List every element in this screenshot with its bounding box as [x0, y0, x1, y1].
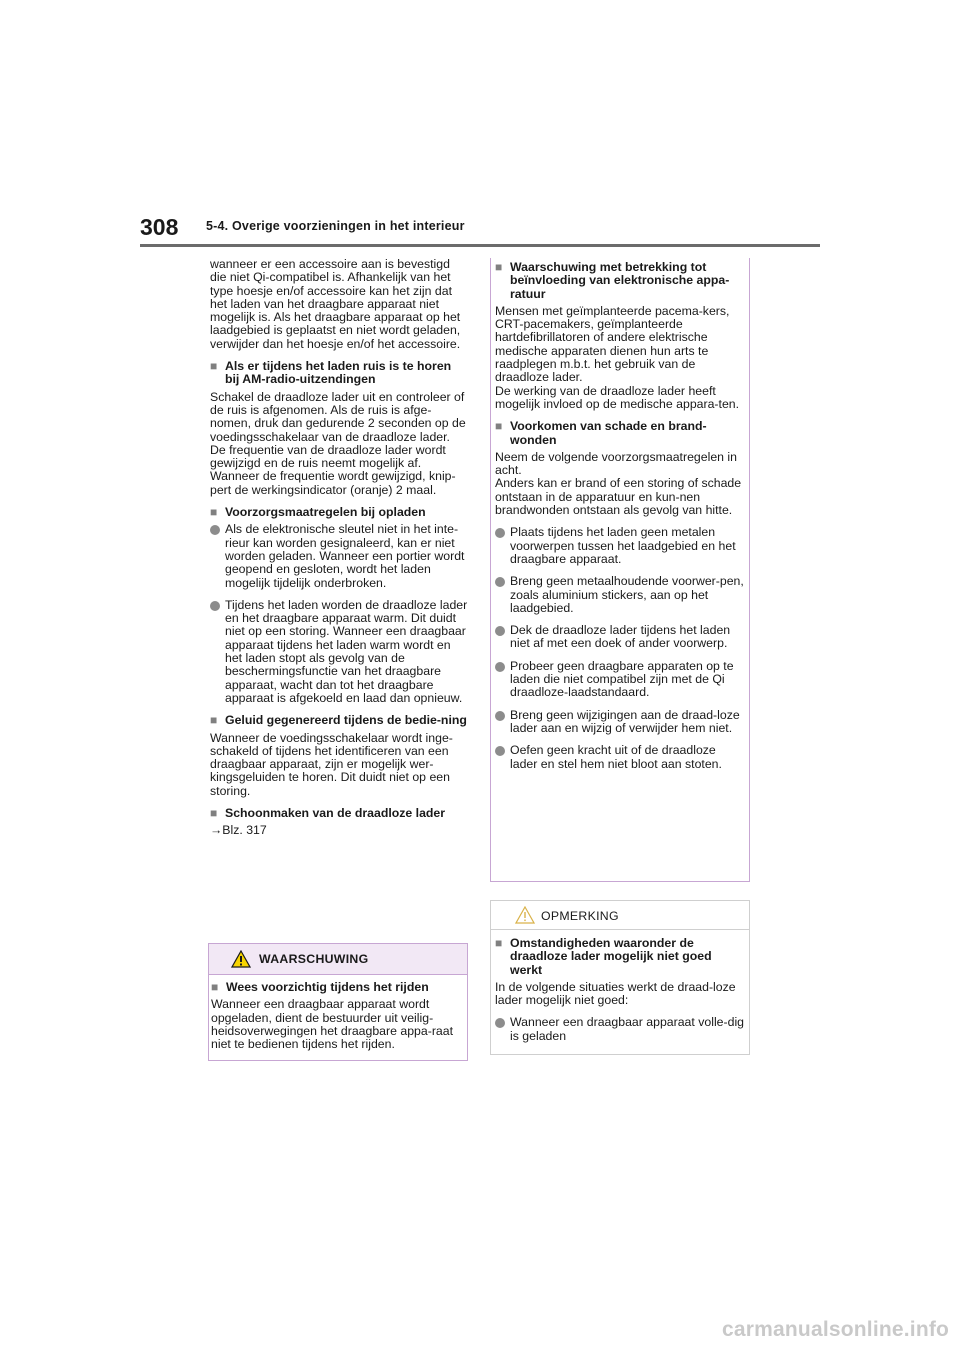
note-paragraph: In de volgende situaties werkt de draad-loze lader mogelijk niet goed:	[495, 979, 736, 1008]
list-item-text: Wanneer een draagbaar apparaat volle-dig is geladen	[510, 1015, 745, 1043]
page-reference-link[interactable]: →Blz. 317	[210, 823, 267, 838]
circle-bullet-icon	[495, 526, 510, 566]
square-bullet-icon	[210, 807, 225, 820]
square-bullet-icon	[495, 937, 510, 977]
am-radio-heading	[210, 360, 468, 387]
heading-text: Geluid gegenereerd tijdens de bedie-ning	[225, 713, 467, 728]
medical-paragraph-2: De werking van de draadloze lader heeft mogelijk invloed op de medische appara-ten.	[495, 383, 740, 411]
warning-box-continued	[490, 258, 750, 882]
heading-text: Voorzorgsmaatregelen bij opladen	[225, 505, 426, 520]
note-header	[491, 901, 749, 930]
sound-heading	[210, 714, 468, 727]
damage-paragraph-2: Anders kan er brand of een storing of schade ontstaan in de apparatuur en kun-nen brandwonden ontstaan als gevolg van hitte.	[495, 476, 742, 518]
square-bullet-icon	[495, 420, 510, 447]
page-header	[140, 214, 820, 246]
list-item	[210, 599, 468, 705]
warning-header	[209, 944, 467, 975]
clean-heading	[210, 807, 468, 820]
warning-triangle-icon	[231, 950, 251, 968]
list-item	[495, 1016, 745, 1043]
intro-paragraph: wanneer er een accessoire aan is bevestigd die niet Qi-compatibel is. Afhankelijk van het type hoesje en/of accessoire kan het zijn dat het laden van het draagbare apparaat niet mogelijk is. Als het draagbare apparaat op het laadgebied is geplaatst en niet wordt geladen, verwijder dan het hoesje en/of het accessoire.	[210, 257, 461, 351]
note-box	[490, 900, 750, 1055]
damage-heading	[495, 420, 745, 447]
list-item-text: Oefen geen kracht uit of de draadloze lader en stel hem niet bloot aan stoten.	[510, 743, 722, 771]
watermark: carmanualsonline.info	[722, 1318, 950, 1341]
left-column	[210, 258, 468, 847]
circle-bullet-icon	[495, 660, 510, 700]
list-item	[495, 744, 745, 771]
circle-bullet-icon	[495, 744, 510, 771]
circle-bullet-icon	[495, 1016, 510, 1043]
list-item	[495, 526, 745, 566]
square-bullet-icon	[210, 506, 225, 519]
circle-bullet-icon	[210, 523, 225, 589]
heading-text: Als er tijdens het laden ruis is te horen bij AM-radio-uitzendingen	[225, 359, 452, 387]
list-item-text: Dek de draadloze lader tijdens het laden niet af met een doek of ander voorwerp.	[510, 623, 731, 651]
caution-triangle-icon	[515, 906, 535, 924]
list-item	[495, 660, 745, 700]
warning-title: WAARSCHUWING	[259, 952, 369, 966]
damage-paragraph: Neem de volgende voorzorgsmaatregelen in acht.	[495, 449, 737, 478]
list-item-text: Als de elektronische sleutel niet in het inte-rieur kan worden gesignaleerd, kan er niet worden geladen. Wanneer een portier wordt geopend en gesloten, wordt het laden mogelijk tijdelijk onderbroken.	[225, 522, 465, 590]
square-bullet-icon	[210, 360, 225, 387]
heading-text: Voorkomen van schade en brand-wonden	[510, 419, 707, 447]
medical-heading	[495, 261, 745, 301]
list-item	[495, 709, 745, 736]
square-bullet-icon	[211, 981, 226, 994]
heading-text: Waarschuwing met betrekking tot beïnvloeding van elektronische appa-ratuur	[510, 260, 730, 301]
list-item-text: Probeer geen draagbare apparaten op te laden die niet compatibel zijn met de Qi draadloze-laadstandaard.	[510, 658, 734, 700]
list-item	[495, 624, 745, 651]
heading-text: Wees voorzichtig tijdens het rijden	[226, 980, 429, 994]
square-bullet-icon	[210, 714, 225, 727]
note-title: OPMERKING	[541, 909, 619, 923]
medical-paragraph: Mensen met geïmplanteerde pacema-kers, CRT-pacemakers, geïmplanteerde hartdefibrillatoren of andere elektrische medische apparaten dienen hun arts te raadplegen m.b.t. het gebruik van de draadloze lader.	[495, 303, 730, 385]
page-number: 308	[140, 214, 179, 240]
list-item	[495, 575, 745, 615]
am-radio-paragraph: Schakel de draadloze lader uit en controleer of de ruis is afgenomen. Als de ruis is afge-nomen, druk dan gedurende 2 seconden op de voedingsschakelaar van de draadloze lader. De frequentie van de draadloze lader wordt gewijzigd en de ruis neemt mogelijk af. Wanneer de frequentie wordt gewijzigd, knip-pert de werkingsindicator (oranje) 2 maal.	[210, 389, 466, 497]
section-title: 5-4. Overige voorzieningen in het interieur	[206, 219, 465, 233]
circle-bullet-icon	[495, 624, 510, 651]
sound-paragraph: Wanneer de voedingsschakelaar wordt inge-schakeld of tijdens het identificeren van een draagbaar apparaat, zijn er mogelijk wer-kingsgeluiden te horen. Dit duidt niet op een storing.	[210, 730, 453, 798]
warning-box	[208, 943, 468, 1061]
header-divider	[140, 244, 820, 247]
circle-bullet-icon	[495, 575, 510, 615]
circle-bullet-icon	[210, 599, 225, 705]
list-item-text: Tijdens het laden worden de draadloze lader en het draagbare apparaat warm. Dit duidt niet op een storing. Wanneer een draagbaar apparaat tijdens het laden warm wordt en het laden stopt als gevolg van de beschermingsfunctie van het draagbare apparaat, wacht dan tot het draagbare apparaat is afgekoeld en laad dan opnieuw.	[225, 597, 468, 705]
list-item-text: Breng geen metaalhoudende voorwer-pen, zoals aluminium stickers, aan op het laadgebied.	[510, 574, 744, 615]
precaution-heading	[210, 506, 468, 519]
list-item-text: Plaats tijdens het laden geen metalen voorwerpen tussen het laadgebied en het draagbare apparaat.	[510, 525, 736, 566]
heading-text: Omstandigheden waaronder de draadloze lader mogelijk niet goed werkt	[510, 936, 712, 977]
square-bullet-icon	[495, 261, 510, 301]
warning-heading	[211, 981, 465, 994]
warning-paragraph: Wanneer een draagbaar apparaat wordt opgeladen, dient de bestuurder uit veilig-heidsoverwegingen het draagbare appa-raat niet te bedienen tijdens het rijden.	[211, 997, 454, 1052]
note-heading	[495, 937, 745, 977]
heading-text: Schoonmaken van de draadloze lader	[225, 805, 446, 820]
circle-bullet-icon	[495, 709, 510, 736]
list-item-text: Breng geen wijzigingen aan de draad-loze lader aan en wijzig of verwijder hem niet.	[510, 707, 740, 735]
list-item	[210, 523, 468, 589]
